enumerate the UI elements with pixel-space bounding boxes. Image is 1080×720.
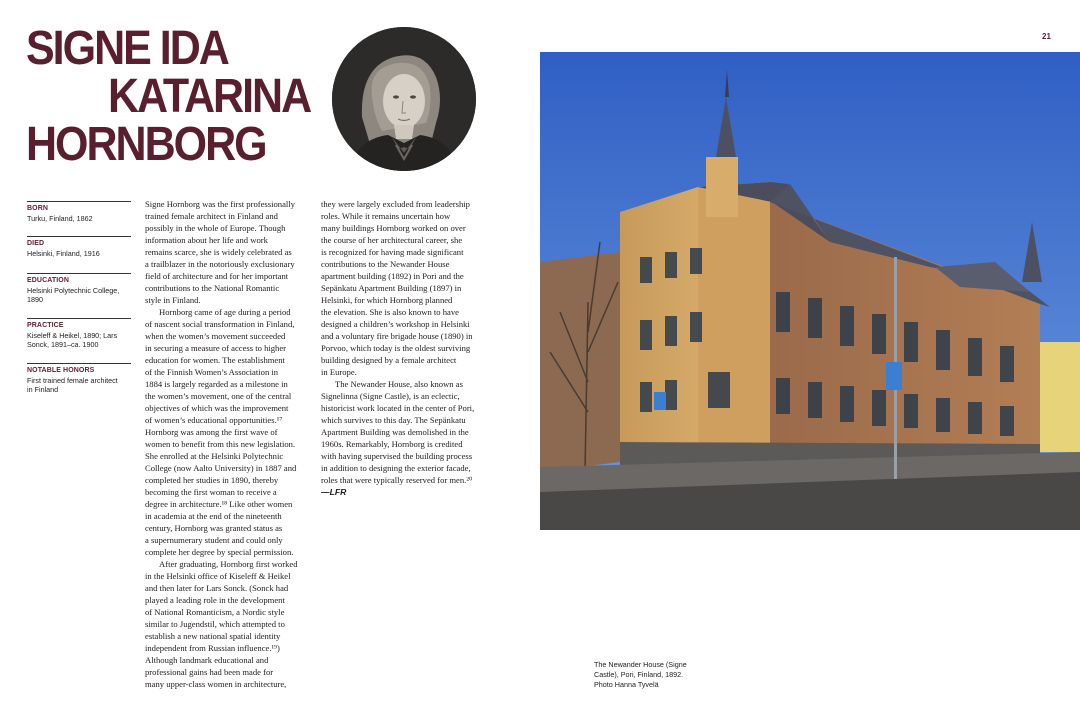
divider [27, 318, 131, 319]
body-line: establish a new national spatial identity [145, 631, 281, 641]
body-line: similar to Jugendstil, which attempted to [145, 619, 285, 629]
body-line: of women’s educational opportunities.¹⁷ [145, 415, 283, 425]
body-line: many buildings Hornborg worked on over [321, 223, 466, 233]
title-line-1: SIGNE IDA [26, 21, 228, 76]
body-line: when the women’s movement succeeded [145, 331, 286, 341]
photo-caption [594, 660, 687, 690]
body-line: with having supervised the building process [321, 451, 473, 461]
body-line: century, Hornborg was granted status as [145, 523, 283, 533]
body-line: complete her degree by special permission. [145, 547, 294, 557]
body-line: in securing a measure of access to higher [145, 343, 287, 353]
body-line: the elevation. She is also known to have [321, 307, 459, 317]
info-died [27, 236, 131, 258]
body-line: education for women. The establishment [145, 355, 285, 365]
info-education [27, 273, 131, 305]
body-line: the women’s movement, one of the central [145, 391, 292, 401]
body-line: of nascent social transformation in Finland, [145, 319, 295, 329]
body-line: roles that were typically reserved for men.²⁰ [321, 475, 473, 485]
body-line: trained female architect in Finland and [145, 211, 278, 221]
divider [27, 273, 131, 274]
info-label: BORN [27, 205, 49, 212]
body-line: independent from Russian influence.¹⁹) [145, 643, 280, 653]
body-line: objectives of which was the improvement [145, 403, 289, 413]
page-number: 21 [1042, 32, 1051, 41]
body-line: contributions to the National Romantic [145, 283, 280, 293]
info-notable-honors [27, 363, 131, 395]
info-value [27, 376, 131, 395]
info-value: Helsinki, Finland, 1916 [27, 249, 100, 258]
divider [27, 236, 131, 237]
portrait-illustration [332, 27, 476, 171]
body-line: possibly in the whole of Europe. Though [145, 223, 286, 233]
caption-line: Castle), Pori, Finland, 1892. [594, 670, 684, 679]
info-label: PRACTICE [27, 322, 64, 329]
info-label: EDUCATION [27, 277, 69, 284]
body-line: the course of her architectural career, she [321, 235, 463, 245]
info-value-line: 1890 [27, 295, 43, 305]
body-line: becoming the first woman to receive a [145, 487, 277, 497]
body-line: information about her life and work [145, 235, 268, 245]
body-line: in addition to designing the exterior facade, [321, 463, 471, 473]
body-line: in academia at the end of the nineteenth [145, 511, 282, 521]
caption-line: The Newander House (Signe [594, 660, 687, 669]
body-line: roles. While it remains uncertain how [321, 211, 451, 221]
building-photo [540, 52, 1080, 530]
body-line: 1884 is largely regarded as a milestone in [145, 379, 288, 389]
info-value-line: in Finland [27, 385, 59, 395]
body-line: many upper-class women in architecture, [145, 679, 287, 689]
body-line: of the Finnish Women’s Association in [145, 367, 279, 377]
info-value [27, 286, 131, 305]
body-line: is recognized for having made significant [321, 247, 464, 257]
body-line: field of architecture and for her important [145, 271, 289, 281]
body-line: and a voluntary fire brigade house (1890) in [321, 331, 473, 341]
body-line: Porvoo, which today is the oldest surviving [321, 343, 471, 353]
body-line: building designed by a female architect [321, 355, 457, 365]
info-label: DIED [27, 240, 45, 247]
info-value [27, 331, 131, 350]
info-born [27, 201, 131, 223]
body-column-1 [145, 198, 298, 690]
building-illustration [540, 52, 1080, 530]
body-line: a trailblazer in the notoriously exclusionary [145, 259, 295, 269]
body-column-2 [321, 198, 474, 498]
body-line: Although landmark educational and [145, 655, 269, 665]
body-line: After graduating, Hornborg first worked [159, 559, 298, 569]
info-value: Turku, Finland, 1862 [27, 214, 93, 223]
body-line: Sepänkatu Apartment Building (1897) in [321, 283, 462, 293]
body-line: Helsinki, for which Hornborg planned [321, 295, 453, 305]
body-line: of National Romanticism, a Nordic style [145, 607, 285, 617]
info-value-line: First trained female architect [27, 376, 118, 385]
info-practice [27, 318, 131, 350]
body-line: Hornborg came of age during a period [159, 307, 291, 317]
info-label: NOTABLE HONORS [27, 367, 95, 374]
body-line: degree in architecture.¹⁸ Like other women [145, 499, 293, 509]
info-value-line: Kiseleff & Heikel, 1890; Lars [27, 331, 118, 340]
caption-line: Photo Hanna Tyvelä [594, 680, 659, 689]
body-line: She enrolled at the Helsinki Polytechnic [145, 451, 284, 461]
divider [27, 363, 131, 364]
body-line: professional gains had been made for [145, 667, 274, 677]
body-line: and then later for Lars Sonck. (Sonck had [145, 583, 289, 593]
body-line: played a leading role in the development [145, 595, 285, 605]
body-line: remains scarce, she is widely celebrated as [145, 247, 292, 257]
body-line: contributions to the Newander House [321, 259, 450, 269]
body-line: they were largely excluded from leadership [321, 199, 470, 209]
body-line: women to benefit from this new legislation. [145, 439, 296, 449]
info-value-line: Sonck, 1891–ca. 1900 [27, 340, 99, 350]
body-line: Hornborg was among the first wave of [145, 427, 278, 437]
body-line: Signelinna (Signe Castle), is an eclectic, [321, 391, 460, 401]
body-line: 1960s. Remarkably, Hornborg is credited [321, 439, 463, 449]
body-line: Signe Hornborg was the first professionally [145, 199, 295, 209]
body-line: designed a children’s workshop in Helsinki [321, 319, 470, 329]
body-line: which survives to this day. The Sepänkatu [321, 415, 466, 425]
body-line: style in Finland. [145, 295, 201, 305]
body-line: in the Helsinki office of Kiseleff & Heikel [145, 571, 291, 581]
portrait-photo [332, 27, 476, 171]
author-signature: —LFR [321, 487, 347, 497]
body-line: The Newander House, also known as [335, 379, 463, 389]
info-value-line: Helsinki Polytechnic College, [27, 286, 120, 295]
body-line: Apartment Building was demolished in the [321, 427, 469, 437]
divider [27, 201, 131, 202]
body-line: College (now Aalto University) in 1887 and [145, 463, 297, 473]
title-line-3: HORNBORG [26, 117, 266, 172]
title-line-2: KATARINA [108, 69, 311, 124]
body-line: a supernumerary student and could only [145, 535, 283, 545]
body-line: completed her studies in 1890, thereby [145, 475, 279, 485]
body-line: historicist work located in the center of Pori, [321, 403, 475, 413]
body-line: in Europe. [321, 367, 357, 377]
body-line: apartment building (1892) in Pori and the [321, 271, 464, 281]
